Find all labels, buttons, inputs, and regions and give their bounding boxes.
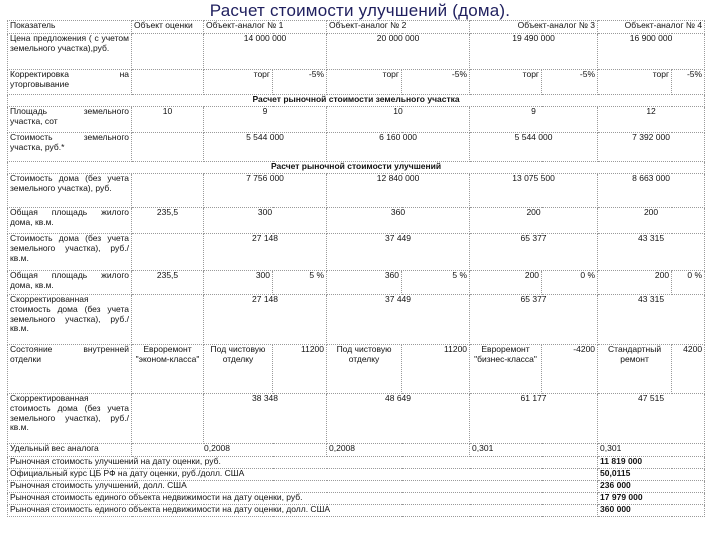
summary-row <box>8 481 705 493</box>
summary-value: 236 000 <box>598 481 705 493</box>
row-label: Стоимость дома (без учета земельного участка), руб. <box>8 174 132 208</box>
section-heading: Расчет рыночной стоимости земельного участка <box>8 95 705 107</box>
cell-value: 200 <box>470 271 542 295</box>
header-analog-2: Объект-аналог № 2 <box>327 21 470 34</box>
cell-value: 0,2008 <box>132 444 327 457</box>
offer-price-row <box>8 34 705 70</box>
header-row <box>8 21 705 34</box>
weight-row <box>8 444 705 457</box>
cell-value: 235,5 <box>132 271 204 295</box>
living-area-adj-row <box>8 271 705 295</box>
cell-value: 10 <box>327 107 470 133</box>
summary-label: Рыночная стоимость улучшений, долл. США <box>8 481 598 493</box>
condition-adj: -4200 <box>542 345 598 394</box>
row-label: Общая площадь жилого дома, кв.м. <box>8 208 132 234</box>
summary-label: Официальный курс ЦБ РФ на дату оценки, руб./долл. США <box>8 469 598 481</box>
cell-value: 6 160 000 <box>327 133 470 162</box>
section-heading: Расчет рыночной стоимости улучшений <box>8 162 705 174</box>
adjusted-value-1-row <box>8 295 705 345</box>
cell-pct: 5 % <box>402 271 470 295</box>
cell-value: 7 756 000 <box>204 174 327 208</box>
summary-label: Рыночная стоимость единого объекта недвижимости на дату оценки, руб. <box>8 493 598 505</box>
house-value-sqm-row <box>8 234 705 271</box>
cell-value: 61 177 <box>470 394 598 444</box>
row-label: Состояние внутренней отделки <box>8 345 132 394</box>
cell-value: 5 544 000 <box>204 133 327 162</box>
cell-value: 38 348 <box>204 394 327 444</box>
bargain-pct: -5% <box>273 70 327 95</box>
cell-value: 65 377 <box>470 234 598 271</box>
row-label: Площадь земельного участка, сот <box>8 107 132 133</box>
row-label: Общая площадь жилого дома, кв.м. <box>8 271 132 295</box>
cell-value: 12 840 000 <box>327 174 470 208</box>
cell-value: 8 663 000 <box>598 174 705 208</box>
condition-adj: 4200 <box>672 345 705 394</box>
row-label: Удельный вес аналога <box>8 444 132 457</box>
summary-value: 11 819 000 <box>598 457 705 469</box>
cell-value: 37 449 <box>327 234 470 271</box>
cell-value: 14 000 000 <box>204 34 327 70</box>
header-subject: Объект оценки <box>132 21 204 34</box>
condition-text: Евроремонт "бизнес-класса" <box>470 345 542 394</box>
header-analog-4: Объект-аналог № 4 <box>598 21 705 34</box>
cell-value: 19 490 000 <box>470 34 598 70</box>
house-value-row <box>8 174 705 208</box>
cell-value: 16 900 000 <box>598 34 705 70</box>
header-analog-3: Объект-аналог № 3 <box>470 21 598 34</box>
cell-value: 0,301 <box>470 444 598 457</box>
row-label: Стоимость земельного участка, руб.* <box>8 133 132 162</box>
cell-pct: 5 % <box>273 271 327 295</box>
bargain-pct: -5% <box>542 70 598 95</box>
summary-value: 17 979 000 <box>598 493 705 505</box>
summary-label: Рыночная стоимость единого объекта недвижимости на дату оценки, долл. США <box>8 505 598 517</box>
cell-value: 235,5 <box>132 208 204 234</box>
condition-text: Под чистовую отделку <box>204 345 273 394</box>
row-label: Скорректированная стоимость дома (без учета земельного участка), руб./кв.м. <box>8 295 132 345</box>
cell-value: 360 <box>327 208 470 234</box>
bargain-pct: -5% <box>672 70 705 95</box>
section-land-row <box>8 95 705 107</box>
bargain-pct: -5% <box>402 70 470 95</box>
cell-value: 0,2008 <box>327 444 470 457</box>
cell-value: 43 315 <box>598 295 705 345</box>
cell-pct: 0 % <box>672 271 705 295</box>
cell-value: 65 377 <box>470 295 598 345</box>
row-label: Цена предложения ( с учетом земельного участка),руб. <box>8 34 132 70</box>
cell-value: 13 075 500 <box>470 174 598 208</box>
living-area-row <box>8 208 705 234</box>
condition-text: Стандартный ремонт <box>598 345 672 394</box>
summary-row <box>8 505 705 517</box>
summary-label: Рыночная стоимость улучшений на дату оценки, руб. <box>8 457 598 469</box>
cell-value: 12 <box>598 107 705 133</box>
summary-row <box>8 457 705 469</box>
cell-value: 0,301 <box>598 444 705 457</box>
cell-value: 43 315 <box>598 234 705 271</box>
condition-adj: 11200 <box>402 345 470 394</box>
bargain-term: торг <box>327 70 402 95</box>
cell-value: 48 649 <box>327 394 470 444</box>
cell-value: 20 000 000 <box>327 34 470 70</box>
summary-row <box>8 469 705 481</box>
row-label: Корректировка на уторговывание <box>8 70 132 95</box>
land-value-row <box>8 133 705 162</box>
cell-value: 37 449 <box>327 295 470 345</box>
cell-value: 200 <box>598 271 672 295</box>
cell-value: 360 <box>327 271 402 295</box>
summary-row <box>8 493 705 505</box>
adjusted-value-2-row <box>8 394 705 444</box>
condition-adj: 11200 <box>273 345 327 394</box>
row-label: Стоимость дома (без учета земельного участка), руб./кв.м. <box>8 234 132 271</box>
summary-value: 360 000 <box>598 505 705 517</box>
summary-value: 50,0115 <box>598 469 705 481</box>
land-area-row <box>8 107 705 133</box>
cell-value: 200 <box>470 208 598 234</box>
cell-value: 5 544 000 <box>470 133 598 162</box>
page-title: Расчет стоимости улучшений (дома). <box>209 1 511 20</box>
header-indicator: Показатель <box>8 21 132 34</box>
row-label: Скорректированная стоимость дома (без учета земельного участка), руб./кв.м. <box>8 394 132 444</box>
cell-value: 300 <box>204 208 327 234</box>
cell-value: 10 <box>132 107 204 133</box>
condition-row <box>8 345 705 394</box>
cell-value: 9 <box>470 107 598 133</box>
cell-value: 300 <box>204 271 273 295</box>
condition-text: Под чистовую отделку <box>327 345 402 394</box>
cell-value: 200 <box>598 208 705 234</box>
bargain-term: торг <box>470 70 542 95</box>
cell-value: 27 148 <box>204 234 327 271</box>
bargain-row <box>8 70 705 95</box>
cell-value: 47 515 <box>598 394 705 444</box>
cell-value: 7 392 000 <box>598 133 705 162</box>
bargain-term: торг <box>598 70 672 95</box>
header-analog-1: Объект-аналог № 1 <box>204 21 327 34</box>
condition-subject: Евроремонт "эконом-класса" <box>132 345 204 394</box>
cell-value: 9 <box>204 107 327 133</box>
bargain-term: торг <box>204 70 273 95</box>
cell-value: 27 148 <box>204 295 327 345</box>
valuation-table <box>7 20 705 517</box>
cell-pct: 0 % <box>542 271 598 295</box>
section-improvements-row <box>8 162 705 174</box>
